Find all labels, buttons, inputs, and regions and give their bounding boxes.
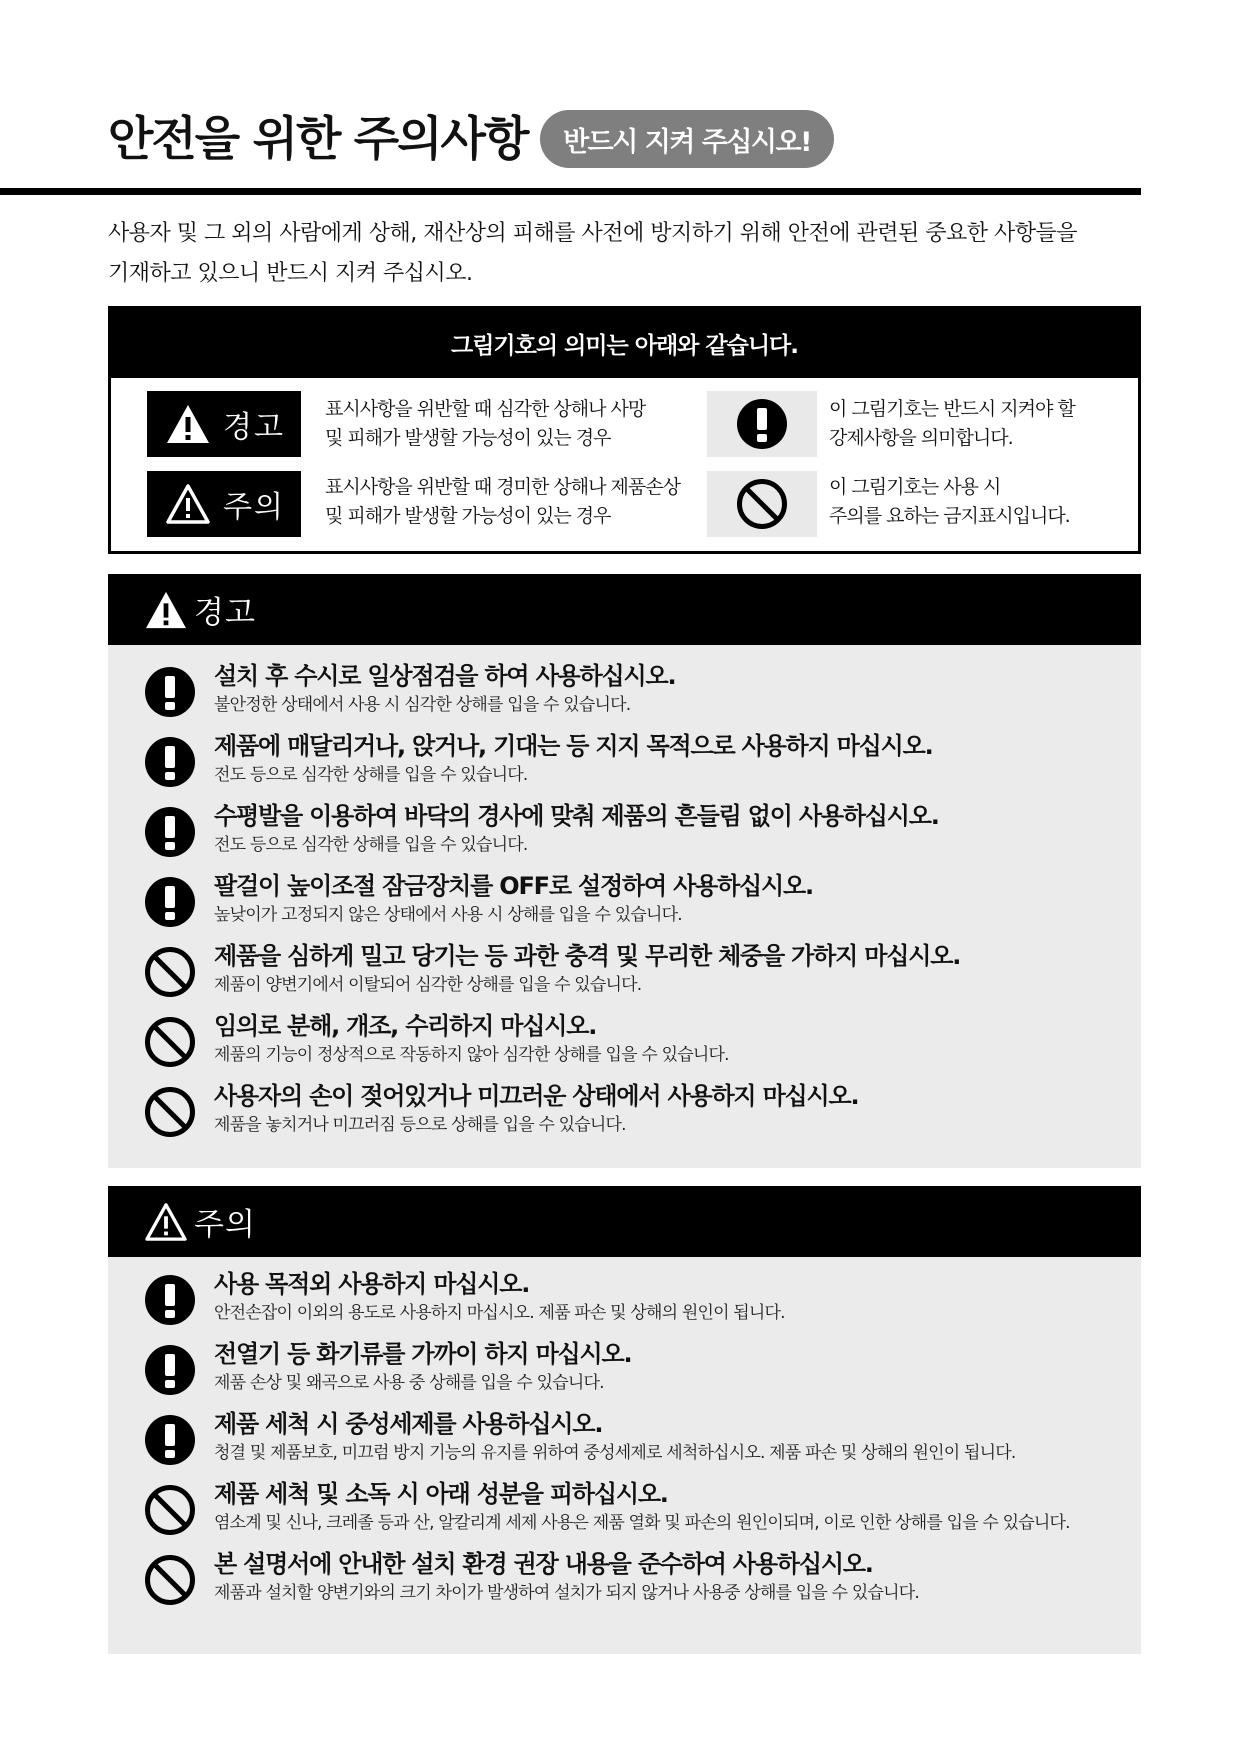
caution-section-title: 주의	[194, 1207, 256, 1243]
caution-section-header	[108, 1186, 1141, 1257]
safety-item-description: 전도 등으로 심각한 상해를 입을 수 있습니다.	[214, 835, 528, 855]
safety-item-description: 안전손잡이 이외의 용도로 사용하지 마십시오. 제품 파손 및 상해의 원인이 됩니다.	[214, 1303, 785, 1323]
safety-item-description: 불안정한 상태에서 사용 시 심각한 상해를 입을 수 있습니다.	[214, 695, 631, 715]
intro-line: 사용자 및 그 외의 사람에게 상해, 재산상의 피해를 사전에 방지하기 위해 안전에 관련된 중요한 사항들을	[108, 221, 1077, 246]
mandatory-icon	[144, 736, 196, 788]
prohibited-icon	[144, 1484, 196, 1536]
safety-item-title: 제품을 심하게 밀고 당기는 등 과한 충격 및 무리한 체중을 가하지 마십시오.	[214, 942, 961, 970]
safety-item-title: 팔걸이 높이조절 잠금장치를 OFF로 설정하여 사용하십시오.	[214, 872, 813, 900]
safety-item-description: 전도 등으로 심각한 상해를 입을 수 있습니다.	[214, 765, 528, 785]
symbol-legend	[108, 306, 1141, 554]
warning-section-title: 경고	[194, 595, 256, 631]
page-title: 안전을 위한 주의사항	[108, 112, 528, 167]
legend-text-line: 표시사항을 위반할 때 심각한 상해나 사망	[325, 398, 646, 420]
caution-triangle-icon	[144, 1202, 188, 1242]
mandatory-icon	[736, 398, 788, 450]
legend-text-line: 및 피해가 발생할 가능성이 있는 경우	[325, 505, 611, 527]
safety-item-title: 설치 후 수시로 일상점검을 하여 사용하십시오.	[214, 662, 676, 690]
prohibited-icon	[144, 946, 196, 998]
safety-item-title: 제품 세척 및 소독 시 아래 성분을 피하십시오.	[214, 1480, 668, 1508]
safety-item-description: 제품과 설치할 양변기와의 크기 차이가 발생하여 설치가 되지 않거나 사용중 상해를 입을 수 있습니다.	[214, 1583, 919, 1603]
safety-item-title: 본 설명서에 안내한 설치 환경 권장 내용을 준수하여 사용하십시오.	[214, 1550, 873, 1578]
prohibited-icon	[144, 1554, 196, 1606]
warning-badge-label: 경고	[223, 410, 285, 445]
caution-badge-label: 주의	[223, 490, 285, 525]
mandatory-icon	[144, 1344, 196, 1396]
safety-item-title: 사용자의 손이 젖어있거나 미끄러운 상태에서 사용하지 마십시오.	[214, 1082, 859, 1110]
safety-item-title: 사용 목적외 사용하지 마십시오.	[214, 1270, 530, 1298]
warning-badge	[147, 391, 301, 457]
prohibited-symbol-box	[707, 471, 817, 537]
warning-section-header	[108, 574, 1141, 645]
safety-item-description: 청결 및 제품보호, 미끄럼 방지 기능의 유지를 위하여 중성세제로 세척하십시오. 제품 파손 및 상해의 원인이 됩니다.	[214, 1443, 1016, 1463]
mandatory-icon	[144, 876, 196, 928]
prohibited-icon	[736, 478, 788, 530]
prohibited-icon	[144, 1016, 196, 1068]
safety-item-title: 임의로 분해, 개조, 수리하지 마십시오.	[214, 1012, 597, 1040]
safety-item-description: 염소계 및 신나, 크레졸 등과 산, 알칼리계 세제 사용은 제품 열화 및 파손의 원인이되며, 이로 인한 상해를 입을 수 있습니다.	[214, 1513, 1070, 1533]
safety-item-description: 제품의 기능이 정상적으로 작동하지 않아 심각한 상해를 입을 수 있습니다.	[214, 1045, 729, 1065]
warning-triangle-icon	[144, 590, 188, 630]
legend-heading: 그림기호의 의미는 아래와 같습니다.	[111, 309, 1138, 378]
mandatory-description	[829, 395, 1075, 453]
header-divider	[0, 188, 1141, 195]
legend-text-line: 주의를 요하는 금지표시입니다.	[829, 505, 1070, 527]
legend-text-line: 및 피해가 발생할 가능성이 있는 경우	[325, 427, 611, 449]
mandatory-icon	[144, 666, 196, 718]
safety-item-title: 수평발을 이용하여 바닥의 경사에 맞춰 제품의 흔들림 없이 사용하십시오.	[214, 802, 939, 830]
warning-triangle-icon	[165, 403, 211, 445]
caution-badge	[147, 471, 301, 537]
must-follow-badge: 반드시 지켜 주십시오!	[540, 110, 834, 168]
safety-item-title: 제품에 매달리거나, 앉거나, 기대는 등 지지 목적으로 사용하지 마십시오.	[214, 732, 933, 760]
mandatory-icon	[144, 806, 196, 858]
prohibited-icon	[144, 1086, 196, 1138]
warning-description	[325, 395, 645, 453]
mandatory-symbol-box	[707, 391, 817, 457]
safety-item-description: 높낮이가 고정되지 않은 상태에서 사용 시 상해를 입을 수 있습니다.	[214, 905, 682, 925]
intro-line: 기재하고 있으니 반드시 지켜 주십시오.	[108, 261, 473, 286]
caution-description	[325, 473, 680, 531]
caution-triangle-icon	[165, 483, 211, 525]
safety-item-title: 전열기 등 화기류를 가까이 하지 마십시오.	[214, 1340, 632, 1368]
mandatory-icon	[144, 1414, 196, 1466]
legend-text-line: 강제사항을 의미합니다.	[829, 427, 1013, 449]
safety-item-description: 제품을 놓치거나 미끄러짐 등으로 상해를 입을 수 있습니다.	[214, 1115, 626, 1135]
mandatory-icon	[144, 1274, 196, 1326]
safety-item-title: 제품 세척 시 중성세제를 사용하십시오.	[214, 1410, 603, 1438]
legend-text-line: 이 그림기호는 반드시 지켜야 할	[829, 398, 1075, 420]
warning-section	[108, 574, 1141, 1168]
legend-text-line: 이 그림기호는 사용 시	[829, 476, 1001, 498]
legend-text-line: 표시사항을 위반할 때 경미한 상해나 제품손상	[325, 476, 680, 498]
intro-paragraph	[108, 214, 1148, 294]
safety-item-description: 제품 손상 및 왜곡으로 사용 중 상해를 입을 수 있습니다.	[214, 1373, 604, 1393]
prohibited-description	[829, 473, 1070, 531]
caution-section	[108, 1186, 1141, 1654]
safety-item-description: 제품이 양변기에서 이탈되어 심각한 상해를 입을 수 있습니다.	[214, 975, 642, 995]
